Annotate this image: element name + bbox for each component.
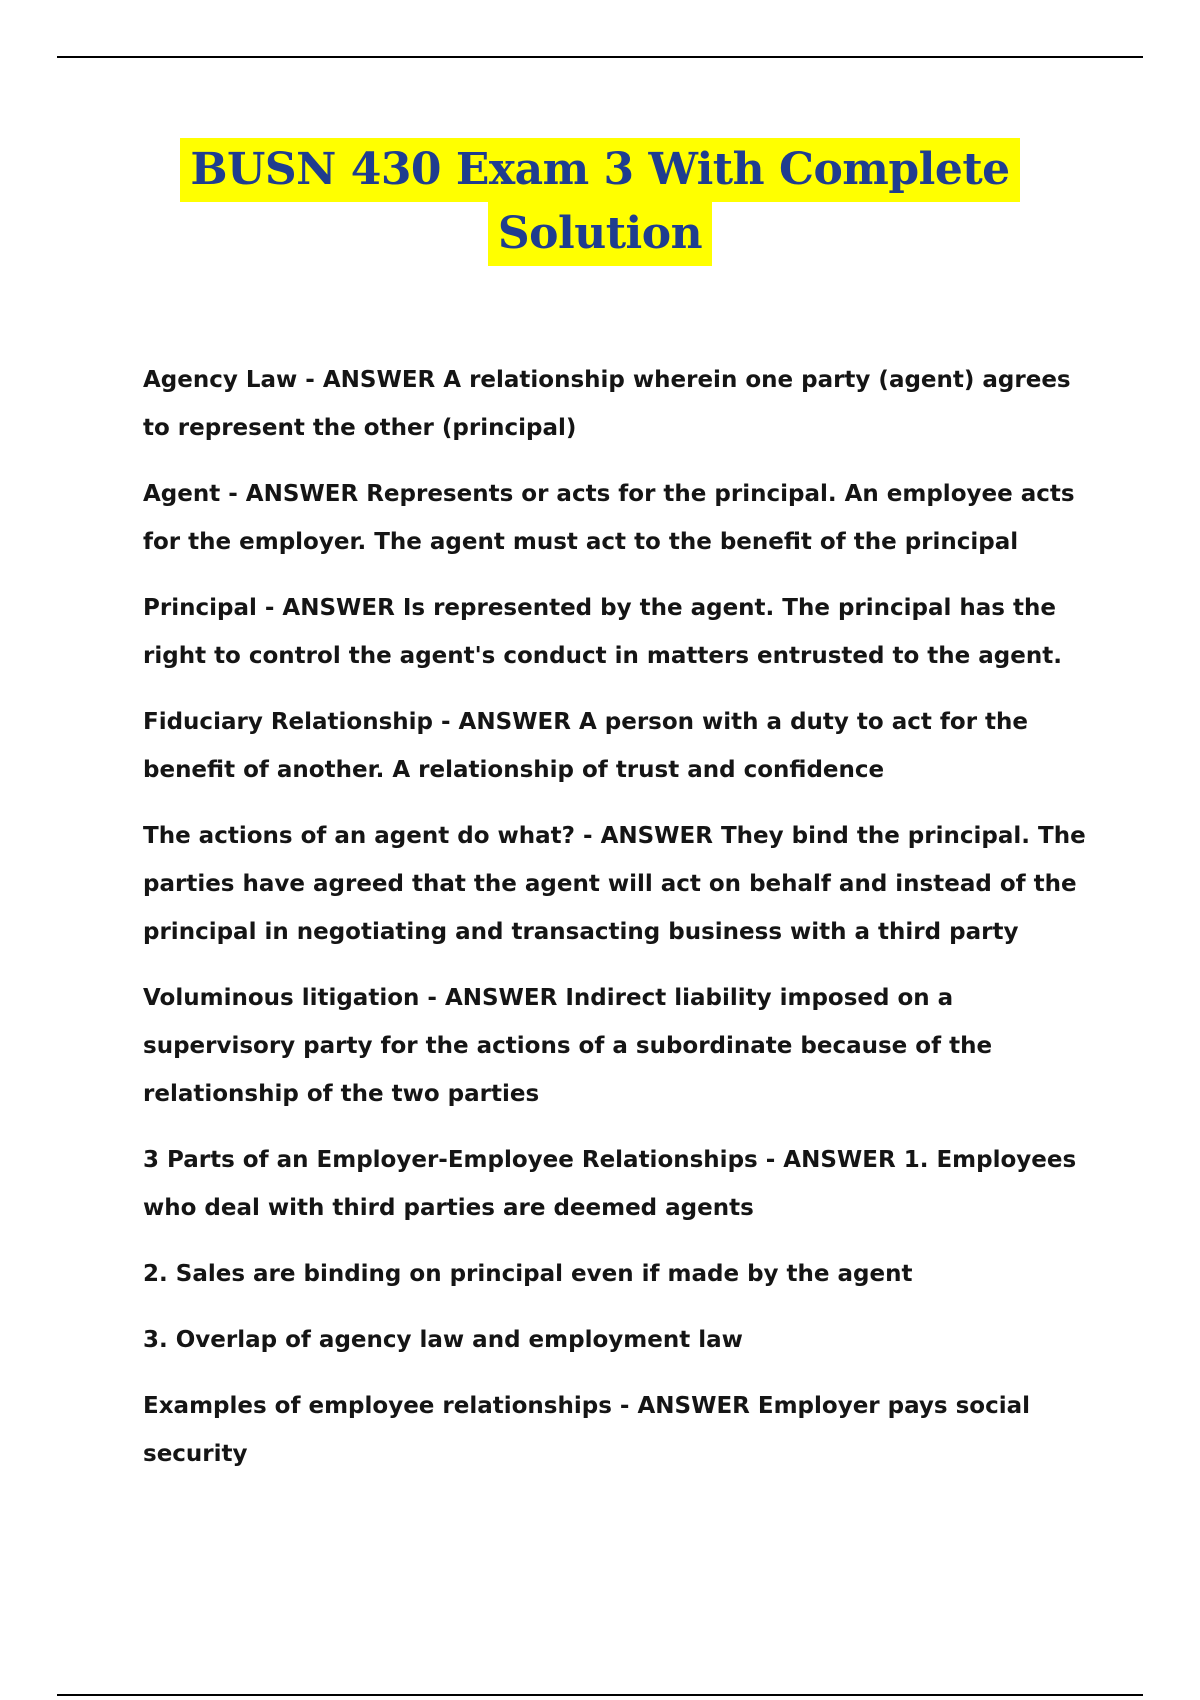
entry-employee-relationship-examples: Examples of employee relationships - ANSWER Employer pays social security (143, 1393, 1031, 1467)
entry-agent: Agent - ANSWER Represents or acts for the principal. An employee acts for the employer. The agent must act to the benefit of the principal (143, 481, 1075, 555)
bottom-rule (57, 1694, 1143, 1696)
entry-actions-of-agent: The actions of an agent do what? - ANSWER They bind the principal. The parties have agreed that the agent will act on behalf and instead of the principal in negotiating and transacting business with a third party (143, 823, 1086, 945)
entry-principal: Principal - ANSWER Is represented by the agent. The principal has the right to control the agent's conduct in matters entrusted to the agent. (143, 595, 1062, 669)
document-title (0, 138, 1200, 266)
entry-overlap-agency-employment: 3. Overlap of agency law and employment law (143, 1327, 743, 1353)
entry-employer-employee-parts: 3 Parts of an Employer-Employee Relationships - ANSWER 1. Employees who deal with third parties are deemed agents (143, 1147, 1077, 1221)
entry-sales-binding: 2. Sales are binding on principal even if made by the agent (143, 1261, 913, 1287)
top-rule (57, 56, 1143, 58)
title-line-1: BUSN 430 Exam 3 With Complete (180, 138, 1019, 202)
entry-agency-law: Agency Law - ANSWER A relationship wherein one party (agent) agrees to represent the other (principal) (143, 367, 1071, 441)
title-line-2: Solution (488, 202, 712, 266)
entry-fiduciary-relationship: Fiduciary Relationship - ANSWER A person with a duty to act for the benefit of another. A relationship of trust and confidence (143, 709, 1029, 783)
document-body (143, 356, 1088, 1496)
entry-voluminous-litigation: Voluminous litigation - ANSWER Indirect liability imposed on a supervisory party for the actions of a subordinate because of the relationship of the two parties (143, 985, 993, 1107)
